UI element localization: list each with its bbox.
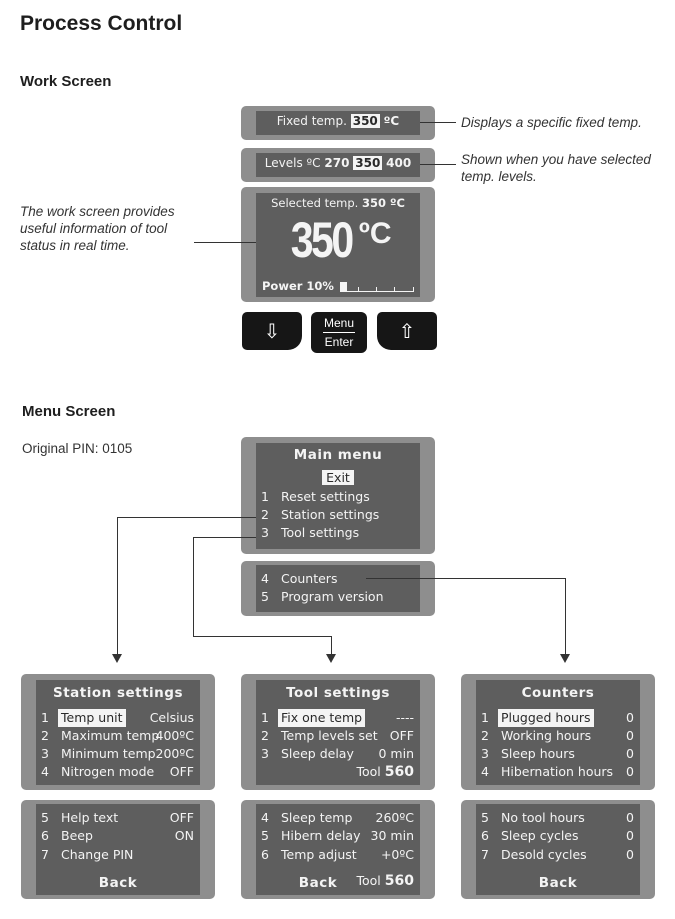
item-label: Help text bbox=[61, 810, 119, 825]
station-settings-screen bbox=[36, 680, 200, 785]
item-number: 3 bbox=[261, 746, 269, 761]
tool-number: 560 bbox=[384, 873, 414, 889]
connector-station-h bbox=[117, 517, 256, 518]
levels-label: Levels ºC bbox=[264, 156, 321, 170]
main-menu-title: Main menu bbox=[293, 447, 383, 463]
item-number: 5 bbox=[261, 589, 269, 604]
up-button[interactable] bbox=[377, 312, 437, 350]
tool-label: Tool bbox=[356, 764, 381, 779]
item-value: 0 min bbox=[378, 746, 414, 761]
up-arrow-icon: ⇧ bbox=[398, 319, 416, 343]
selected-temp-label: Selected temp. bbox=[271, 196, 359, 210]
main-menu-item[interactable] bbox=[256, 524, 420, 542]
tool-item[interactable] bbox=[256, 745, 420, 763]
item-label: Minimum temp bbox=[61, 746, 156, 761]
selected-temp-line bbox=[256, 196, 420, 210]
item-label: Fix one temp bbox=[278, 709, 365, 727]
counters-frame-2 bbox=[461, 800, 655, 899]
counters-title: Counters bbox=[521, 685, 595, 701]
item-label: Tool settings bbox=[281, 525, 360, 540]
counter-item[interactable] bbox=[476, 709, 640, 727]
station-item[interactable] bbox=[36, 809, 200, 827]
item-value: Celsius bbox=[149, 710, 194, 725]
tool-back-option[interactable]: Back bbox=[298, 875, 338, 891]
item-number: 2 bbox=[261, 507, 269, 522]
item-value: 260ºC bbox=[375, 810, 414, 825]
item-label: Beep bbox=[61, 828, 93, 843]
tool-item[interactable] bbox=[256, 727, 420, 745]
tool-settings-screen bbox=[256, 680, 420, 785]
menu-enter-divider bbox=[323, 332, 355, 333]
levels-note-leader bbox=[420, 164, 456, 165]
item-value: 0 bbox=[626, 764, 634, 779]
station-item[interactable] bbox=[36, 846, 200, 864]
item-number: 6 bbox=[481, 828, 489, 843]
counter-item[interactable] bbox=[476, 763, 640, 781]
counter-item[interactable] bbox=[476, 827, 640, 845]
selected-temp-value: 350 ºC bbox=[361, 196, 405, 210]
fixed-temp-line bbox=[256, 114, 420, 128]
big-temp-value: 350 bbox=[291, 212, 353, 268]
levels-note: Shown when you have selected temp. levels. bbox=[461, 152, 651, 184]
work-main-screen bbox=[256, 193, 420, 297]
tool-number: 560 bbox=[384, 764, 414, 780]
fixed-temp-screen bbox=[256, 111, 420, 135]
work-screen-note: The work screen provides useful information of tool status in real time. bbox=[20, 204, 175, 253]
tool-item[interactable] bbox=[256, 846, 420, 864]
work-main-frame bbox=[241, 187, 435, 302]
tool-settings-frame-2 bbox=[241, 800, 435, 899]
station-item[interactable] bbox=[36, 709, 200, 727]
power-label: Power 10% bbox=[262, 279, 334, 293]
item-label: Working hours bbox=[501, 728, 592, 743]
main-menu-screen bbox=[256, 443, 420, 549]
item-number: 3 bbox=[41, 746, 49, 761]
exit-option[interactable]: Exit bbox=[322, 470, 354, 485]
main-note-leader bbox=[194, 242, 256, 243]
power-bar bbox=[340, 282, 414, 292]
original-pin: Original PIN: 0105 bbox=[22, 441, 133, 456]
enter-label: Enter bbox=[324, 335, 354, 349]
item-number: 6 bbox=[261, 847, 269, 862]
counters-screen bbox=[476, 680, 640, 785]
item-value: OFF bbox=[389, 728, 414, 743]
fixed-temp-unit: ºC bbox=[383, 114, 400, 128]
main-menu-frame bbox=[241, 437, 435, 554]
item-value: 0 bbox=[626, 710, 634, 725]
item-number: 4 bbox=[261, 571, 269, 586]
station-item[interactable] bbox=[36, 727, 200, 745]
fixed-temp-value: 350 bbox=[352, 114, 378, 128]
item-label: Temp unit bbox=[58, 709, 126, 727]
item-label: Program version bbox=[281, 589, 384, 604]
item-number: 5 bbox=[41, 810, 49, 825]
levels-screen bbox=[256, 153, 420, 177]
tool-item[interactable] bbox=[256, 709, 420, 727]
item-value: 0 bbox=[626, 847, 634, 862]
station-item[interactable] bbox=[36, 763, 200, 781]
connector-tool-h2 bbox=[193, 636, 331, 637]
fixed-temp-frame bbox=[241, 106, 435, 140]
item-number: 2 bbox=[481, 728, 489, 743]
item-number: 4 bbox=[41, 764, 49, 779]
item-value: +0ºC bbox=[380, 847, 414, 862]
power-tick bbox=[394, 287, 395, 292]
item-label: Counters bbox=[281, 571, 338, 586]
power-bar-baseline bbox=[340, 291, 414, 292]
item-value: OFF bbox=[169, 764, 194, 779]
item-value: ---- bbox=[395, 710, 414, 725]
item-label: Nitrogen mode bbox=[61, 764, 155, 779]
item-label: Sleep temp bbox=[281, 810, 353, 825]
station-settings-frame bbox=[21, 674, 215, 790]
item-value: ON bbox=[174, 828, 194, 843]
tool-settings-screen-2 bbox=[256, 804, 420, 895]
item-number: 4 bbox=[261, 810, 269, 825]
station-settings-frame-2 bbox=[21, 800, 215, 899]
station-settings-title: Station settings bbox=[53, 685, 183, 701]
item-value: 0 bbox=[626, 728, 634, 743]
item-number: 2 bbox=[41, 728, 49, 743]
connector-station-v bbox=[117, 517, 118, 655]
main-menu-frame-2 bbox=[241, 561, 435, 616]
down-arrow-icon: ⇩ bbox=[263, 319, 281, 343]
tool-id bbox=[357, 764, 415, 780]
counter-item[interactable] bbox=[476, 745, 640, 763]
main-menu-item[interactable] bbox=[256, 506, 420, 524]
work-screen-heading: Work Screen bbox=[20, 73, 112, 90]
item-number: 1 bbox=[481, 710, 489, 725]
power-tick bbox=[376, 287, 377, 292]
connector-tool-h1 bbox=[193, 537, 256, 538]
tool-id bbox=[357, 873, 415, 889]
item-label: Station settings bbox=[281, 507, 380, 522]
down-button[interactable] bbox=[242, 312, 302, 350]
item-number: 6 bbox=[41, 828, 49, 843]
main-menu-item[interactable] bbox=[256, 570, 420, 588]
item-label: Maximum temp bbox=[61, 728, 160, 743]
item-value: 400ºC bbox=[155, 728, 194, 743]
item-value: 0 bbox=[626, 746, 634, 761]
item-value: 0 bbox=[626, 810, 634, 825]
counter-item[interactable] bbox=[476, 809, 640, 827]
big-temp-unit: ºC bbox=[358, 217, 392, 250]
level-2: 350 bbox=[355, 156, 381, 170]
item-label: Sleep hours bbox=[501, 746, 575, 761]
menu-enter-button[interactable] bbox=[311, 312, 367, 353]
big-temp-line bbox=[256, 211, 420, 269]
counter-item[interactable] bbox=[476, 727, 640, 745]
item-label: Change PIN bbox=[61, 847, 134, 862]
item-label: Hibern delay bbox=[281, 828, 361, 843]
levels-frame bbox=[241, 148, 435, 182]
levels-line bbox=[256, 156, 420, 170]
connector-counters-h bbox=[366, 578, 565, 579]
item-number: 3 bbox=[261, 525, 269, 540]
station-settings-screen-2 bbox=[36, 804, 200, 895]
item-label: Sleep delay bbox=[281, 746, 354, 761]
main-menu-item[interactable] bbox=[256, 588, 420, 606]
item-number: 1 bbox=[41, 710, 49, 725]
arrow-down-icon bbox=[560, 654, 570, 663]
exit-row bbox=[256, 470, 420, 485]
item-label: Desold cycles bbox=[501, 847, 587, 862]
item-label: Plugged hours bbox=[498, 709, 594, 727]
tool-settings-frame bbox=[241, 674, 435, 790]
item-number: 5 bbox=[481, 810, 489, 825]
level-1: 270 bbox=[324, 156, 350, 170]
tool-item[interactable] bbox=[256, 809, 420, 827]
item-value: 30 min bbox=[370, 828, 414, 843]
item-value: 200ºC bbox=[155, 746, 194, 761]
item-number: 1 bbox=[261, 710, 269, 725]
page-title: Process Control bbox=[20, 12, 183, 35]
item-label: Hibernation hours bbox=[501, 764, 614, 779]
item-number: 1 bbox=[261, 489, 269, 504]
tool-settings-title: Tool settings bbox=[286, 685, 390, 701]
arrow-down-icon bbox=[112, 654, 122, 663]
power-tick bbox=[413, 287, 414, 292]
counters-frame bbox=[461, 674, 655, 790]
fixed-temp-label: Fixed temp. bbox=[276, 114, 347, 128]
counters-back-option[interactable]: Back bbox=[538, 875, 578, 891]
power-tick bbox=[358, 287, 359, 292]
item-value: 0 bbox=[626, 828, 634, 843]
item-number: 7 bbox=[481, 847, 489, 862]
level-3: 400 bbox=[386, 156, 412, 170]
connector-counters-v bbox=[565, 578, 566, 655]
menu-label: Menu bbox=[323, 316, 355, 330]
item-label: No tool hours bbox=[501, 810, 585, 825]
tool-label: Tool bbox=[356, 873, 381, 888]
fixed-note-leader bbox=[420, 122, 456, 123]
counters-screen-2 bbox=[476, 804, 640, 895]
main-menu-item[interactable] bbox=[256, 488, 420, 506]
item-label: Reset settings bbox=[281, 489, 370, 504]
connector-tool-v2 bbox=[331, 636, 332, 655]
station-item[interactable] bbox=[36, 827, 200, 845]
station-item[interactable] bbox=[36, 745, 200, 763]
item-value: OFF bbox=[169, 810, 194, 825]
item-label: Temp levels set bbox=[281, 728, 378, 743]
connector-tool-v1 bbox=[193, 537, 194, 637]
counter-item[interactable] bbox=[476, 846, 640, 864]
item-number: 2 bbox=[261, 728, 269, 743]
item-number: 3 bbox=[481, 746, 489, 761]
item-number: 4 bbox=[481, 764, 489, 779]
arrow-down-icon bbox=[326, 654, 336, 663]
main-menu-screen-2 bbox=[256, 565, 420, 612]
item-label: Temp adjust bbox=[281, 847, 357, 862]
tool-item[interactable] bbox=[256, 827, 420, 845]
station-back-option[interactable]: Back bbox=[98, 875, 138, 891]
item-label: Sleep cycles bbox=[501, 828, 579, 843]
fixed-temp-note: Displays a specific fixed temp. bbox=[461, 115, 642, 130]
menu-screen-heading: Menu Screen bbox=[22, 403, 116, 420]
item-number: 7 bbox=[41, 847, 49, 862]
item-number: 5 bbox=[261, 828, 269, 843]
